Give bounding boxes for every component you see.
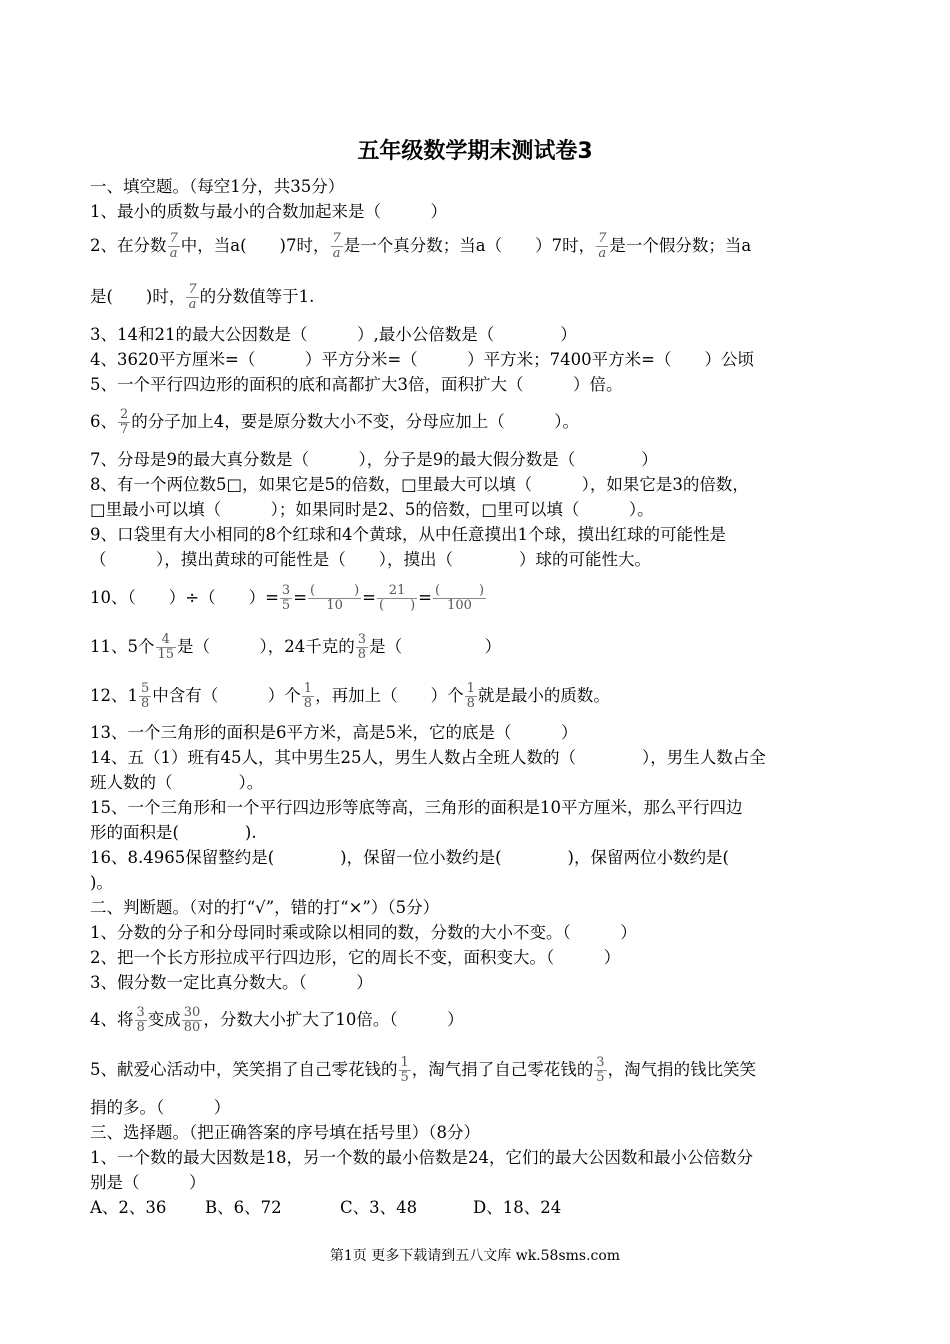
judge-q3: 3、假分数一定比真分数大。（ ） [90, 973, 373, 992]
fill-q3: 3、14和21的最大公因数是（ ）,最小公倍数是（ ） [90, 325, 577, 344]
fill-q11: 11、5个 $\frac{4}{15}$ 是（ ），24千克的 $\frac{3}{8}$ 是（ ） [90, 632, 502, 662]
fill-q8-line1: 8、有一个两位数5□，如果它是5的倍数，□里最大可以填（ ），如果它是3的倍数， [90, 475, 749, 494]
section-3-heading: 三、选择题。（把正确答案的序号填在括号里）（8分） [90, 1123, 480, 1142]
choice-q1-options [90, 1197, 860, 1219]
fraction: $\frac{3}{8}$ [136, 1005, 145, 1035]
fill-q9-line1: 9、口袋里有大小相同的8个红球和4个黄球，从中任意摸出1个球，摸出红球的可能性是 [90, 525, 726, 544]
fill-q10: 10、（ ）÷（ ）= $\frac{3}{5}$ = ( ) 10 = 21 ( ) = ( ) 100 [90, 583, 485, 613]
fraction: $\frac{7}{a}$ [598, 231, 607, 261]
fill-q8-line2: □里最小可以填（ ）；如果同时是2、5的倍数，□里可以填（ ）。 [90, 500, 654, 519]
page-footer: 第1页 更多下载请到五八文库 wk.58sms.com [329, 1248, 621, 1264]
option-a: A、2、36 [90, 1198, 167, 1217]
judge-q4: 4、将 $\frac{3}{8}$ 变成 $\frac{30}{80}$ ，分数大小扩大了10倍。（ ） [90, 1005, 464, 1035]
judge-q5-line1: 5、献爱心活动中，笑笑捐了自己零花钱的 $\frac{1}{5}$ ，淘气捐了自己零花钱的 $\frac{3}{5}$ ，淘气捐的钱比笑笑 [90, 1055, 757, 1085]
fill-q16-line1: 16、8.4965保留整约是( )，保留一位小数约是( )，保留两位小数约是( [90, 848, 729, 867]
fill-q13: 13、一个三角形的面积是6平方米，高是5米，它的底是（ ） [90, 723, 578, 742]
judge-q1: 1、分数的分子和分母同时乘或除以相同的数，分数的大小不变。（ ） [90, 923, 637, 942]
fill-q6: 6、 $\frac{2}{7}$ 的分子加上4，要是原分数大小不变，分母应加上（ ）。 [90, 407, 580, 437]
fraction: $\frac{1}{5}$ [400, 1055, 409, 1085]
fraction: $\frac{4}{15}$ [157, 632, 175, 662]
option-b: B、6、72 [205, 1198, 282, 1217]
fill-q12: 12、1 $\frac{5}{8}$ 中含有（ ）个 $\frac{1}{8}$ ，再加上（ ）个 $\frac{1}{8}$ 就是最小的质数。 [90, 681, 610, 711]
option-c: C、3、48 [340, 1198, 418, 1217]
option-d: D、18、24 [473, 1198, 562, 1217]
judge-q2: 2、把一个长方形拉成平行四边形，它的周长不变，面积变大。（ ） [90, 948, 621, 967]
judge-q5-line2: 捐的多。（ ） [90, 1098, 231, 1117]
fraction: ( ) 100 [434, 583, 485, 613]
fill-q5: 5、一个平行四边形的面积的底和高都扩大3倍，面积扩大（ ）倍。 [90, 375, 623, 394]
fraction: $\frac{2}{7}$ [120, 407, 129, 437]
page-title: 五年级数学期末测试卷3 [357, 139, 593, 164]
fill-q14-line2: 班人数的（ ）。 [90, 773, 264, 792]
fraction: $\frac{7}{a}$ [332, 231, 341, 261]
fraction: $\frac{5}{8}$ [141, 681, 150, 711]
fraction: $\frac{3}{8}$ [357, 632, 367, 662]
fill-q15-line1: 15、一个三角形和一个平行四边形等底等高，三角形的面积是10平方厘米，那么平行四边 [90, 798, 743, 817]
fill-q16-line2: )。 [90, 873, 113, 892]
fill-q9-line2: （ ），摸出黄球的可能性是（ ），摸出（ ）球的可能性大。 [90, 550, 651, 569]
fill-q4: 4、3620平方厘米=（ ）平方分米=（ ）平方米；7400平方米=（ ）公顷 [90, 350, 754, 369]
fraction: $\frac{7}{a}$ [188, 282, 197, 312]
fill-q14-line1: 14、五（1）班有45人，其中男生25人，男生人数占全班人数的（ ），男生人数占全 [90, 748, 766, 767]
fill-q2-line1: 2、在分数 $\frac{7}{a}$ 中，当a( )7时， $\frac{7}{a}$ 是一个真分数；当a（ ）7时， $\frac{7}{a}$ 是一个假分数；当a [90, 231, 752, 261]
fraction: $\frac{3}{5}$ [596, 1055, 605, 1085]
choice-q1-line1: 1、一个数的最大因数是18，另一个数的最小倍数是24，它们的最大公因数和最小公倍数分 [90, 1148, 753, 1167]
fraction: 21 ( ) [379, 583, 416, 613]
fraction: $\frac{7}{a}$ [169, 231, 178, 261]
fill-q2-line2: 是( )时， $\frac{7}{a}$ 的分数值等于1. [90, 282, 315, 312]
choice-q1-line2: 别是（ ） [90, 1173, 206, 1192]
section-1-heading: 一、填空题。（每空1分，共35分） [90, 177, 345, 196]
section-2-heading: 二、判断题。（对的打“√”，错的打“×”）（5分） [90, 898, 440, 917]
fill-q1: 1、最小的质数与最小的合数加起来是（ ） [90, 202, 447, 221]
fill-q7: 7、分母是9的最大真分数是（ ），分子是9的最大假分数是（ ） [90, 450, 658, 469]
fraction: $\frac{1}{8}$ [303, 681, 313, 711]
fraction: $\frac{3}{5}$ [281, 583, 291, 613]
fill-q15-line2: 形的面积是( ). [90, 823, 257, 842]
fraction: $\frac{30}{80}$ [183, 1005, 201, 1035]
fraction: ( ) 10 [310, 583, 360, 613]
fraction: $\frac{1}{8}$ [466, 681, 475, 711]
